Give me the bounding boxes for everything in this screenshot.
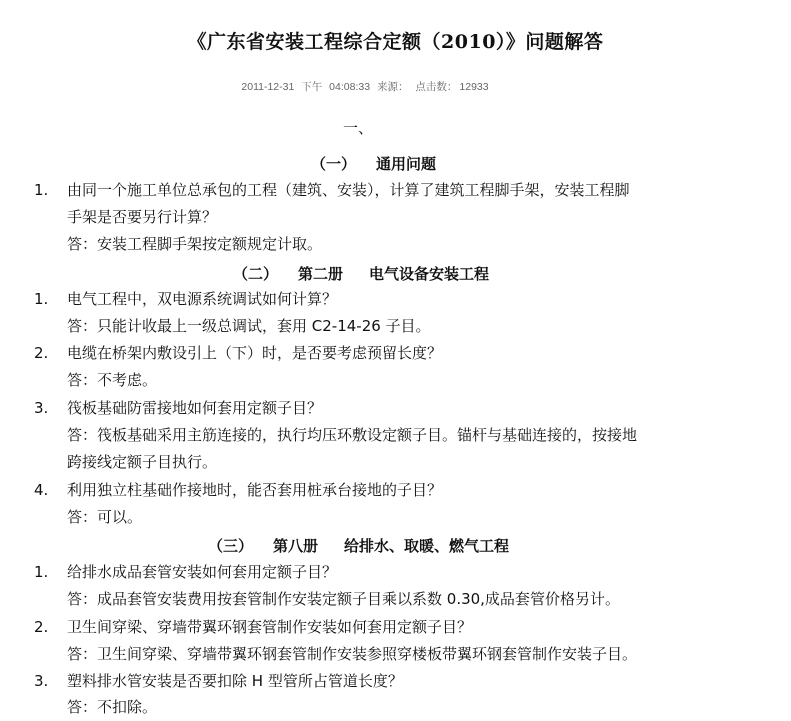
item-number: 1. xyxy=(34,563,49,581)
item-number: 2. xyxy=(34,618,49,636)
item-number: 3. xyxy=(34,399,49,417)
item-number: 3. xyxy=(34,672,49,690)
item-number: 1. xyxy=(34,181,49,199)
question-text: 卫生间穿梁、穿墙带翼环钢套管制作安装如何套用定额子目？ xyxy=(67,618,473,636)
section-number: （二） xyxy=(233,265,279,283)
section-heading-electrical xyxy=(233,263,489,284)
section-number: （三） xyxy=(208,537,254,555)
publish-ampm: 下午 xyxy=(301,81,323,93)
item-number: 1. xyxy=(34,290,49,308)
section-volume: 第二册 xyxy=(298,265,344,283)
section-title: 给排水、取暖、燃气工程 xyxy=(344,537,510,555)
item-number: 2. xyxy=(34,344,49,362)
publish-time: 04:08:33 xyxy=(329,81,371,93)
question-text: 利用独立柱基础作接地时，能否套用桩承台接地的子目？ xyxy=(67,481,443,499)
question-text: 筏板基础防雷接地如何套用定额子目？ xyxy=(67,399,323,417)
section-heading-plumbing xyxy=(208,535,509,556)
question-text: 电缆在桥架内敷设引上（下）时，是否要考虑预留长度？ xyxy=(67,344,443,362)
part-heading: 一、 xyxy=(343,119,374,137)
section-number: （一） xyxy=(311,155,357,173)
click-count: 12933 xyxy=(459,81,489,93)
page-title: 《广东省安装工程综合定额（2010）》问题解答 xyxy=(187,31,604,53)
publish-date: 2011-12-31 xyxy=(241,81,295,93)
question-text: 电气工程中，双电源系统调试如何计算？ xyxy=(67,290,338,308)
section-heading-general xyxy=(311,153,436,174)
section-volume: 第八册 xyxy=(273,537,319,555)
question-text: 塑料排水管安装是否要扣除 H 型管所占管道长度？ xyxy=(67,672,403,690)
section-title: 电气设备安装工程 xyxy=(369,265,490,283)
question-text: 给排水成品套管安装如何套用定额子目？ xyxy=(67,563,338,581)
section-title: 通用问题 xyxy=(376,155,437,173)
item-number: 4. xyxy=(34,481,49,499)
article-meta xyxy=(0,79,730,94)
question-text: 由同一个施工单位总承包的工程（建筑、安装），计算了建筑工程脚手架，安装工程脚 xyxy=(67,181,630,199)
source-label: 来源： xyxy=(376,81,409,93)
clicks-label: 点击数： xyxy=(415,81,458,93)
